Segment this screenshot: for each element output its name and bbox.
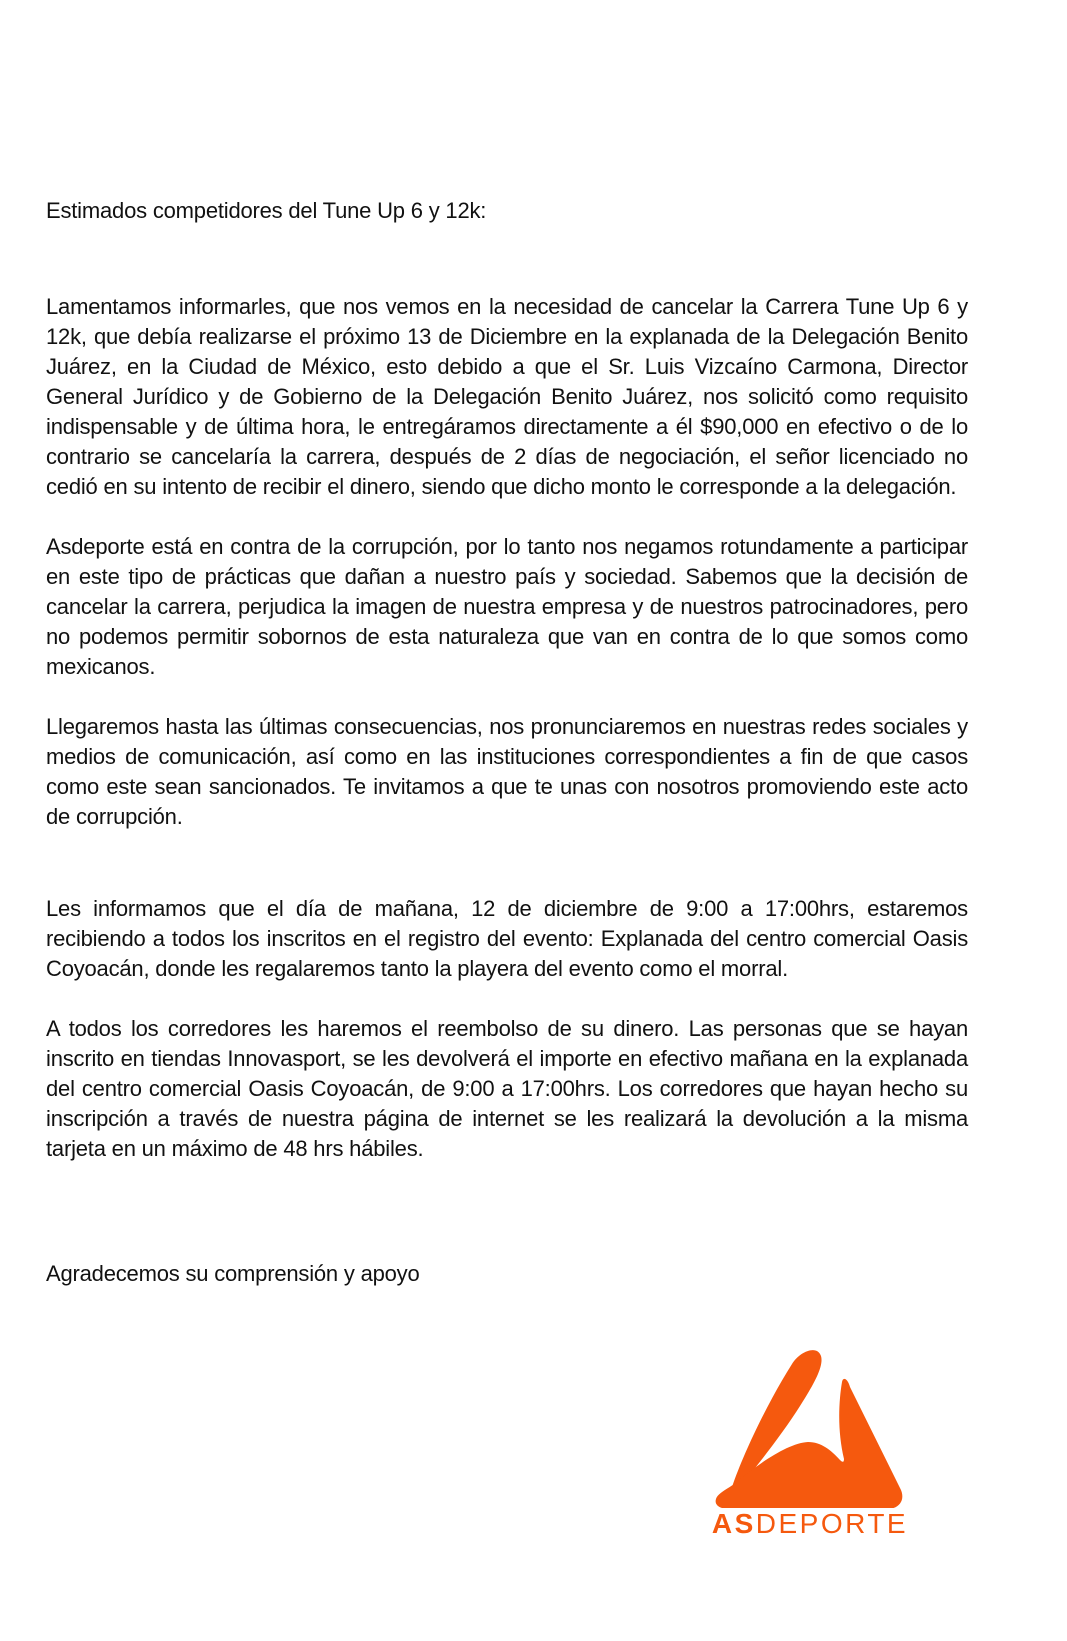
closing-line: Agradecemos su comprensión y apoyo [46, 1261, 420, 1286]
paragraph-consequences: Llegaremos hasta las últimas consecuencias, nos pronunciaremos en nuestras redes sociales y medios de comunicación, así como en las instituciones correspondientes a fin de que casos como este sean sancionados. Te invitamos a que te unas con nosotros promoviendo este acto de corrupción. [46, 714, 968, 829]
asdeporte-logo [690, 1330, 930, 1560]
paragraph-anticorruption-statement: Asdeporte está en contra de la corrupción, por lo tanto nos negamos rotundamente a participar en este tipo de prácticas que dañan a nuestro país y sociedad. Sabemos que la decisión de cancelar la carrera, perjudica la imagen de nuestra empresa y de nuestros patrocinadores, pero no podemos permitir sobornos de esta naturaleza que van en contra de lo que somos como mexicanos. [46, 534, 968, 679]
asdeporte-wordmark-as: AS [711, 1508, 756, 1539]
paragraph-refund-info: A todos los corredores les haremos el reembolso de su dinero. Las personas que se hayan inscrito en tiendas Innovasport, se les devolverá el importe en efectivo mañana en la explanada del centro comercial Oasis Coyoacán, de 9:00 a 17:00hrs. Los corredores que hayan hecho su inscripción a través de nuestra página de internet se les realizará la devolución a la misma tarjeta en un máximo de 48 hrs hábiles. [46, 1016, 968, 1161]
asdeporte-triangle-icon [690, 1330, 930, 1508]
asdeporte-wordmark [690, 1510, 930, 1538]
asdeporte-wordmark-deporte: DEPORTE [755, 1508, 909, 1539]
greeting-line: Estimados competidores del Tune Up 6 y 12k: [46, 198, 487, 223]
letter-body [46, 0, 968, 1289]
paragraph-registration-info: Les informamos que el día de mañana, 12 de diciembre de 9:00 a 17:00hrs, estaremos recibiendo a todos los inscritos en el registro del evento: Explanada del centro comercial Oasis Coyoacán, donde les regalaremos tanto la playera del evento como el morral. [46, 896, 968, 981]
paragraph-cancellation-notice: Lamentamos informarles, que nos vemos en la necesidad de cancelar la Carrera Tune Up 6 y 12k, que debía realizarse el próximo 13 de Diciembre en la explanada de la Delegación Benito Juárez, en la Ciudad de México, esto debido a que el Sr. Luis Vizcaíno Carmona, Director General Jurídico y de Gobierno de la Delegación Benito Juárez, nos solicitó como requisito indispensable y de última hora, le entregáramos directamente a él $90,000 en efectivo o de lo contrario se cancelaría la carrera, después de 2 días de negociación, el señor licenciado no cedió en su intento de recibir el dinero, siendo que dicho monto le corresponde a la delegación. [46, 294, 968, 499]
